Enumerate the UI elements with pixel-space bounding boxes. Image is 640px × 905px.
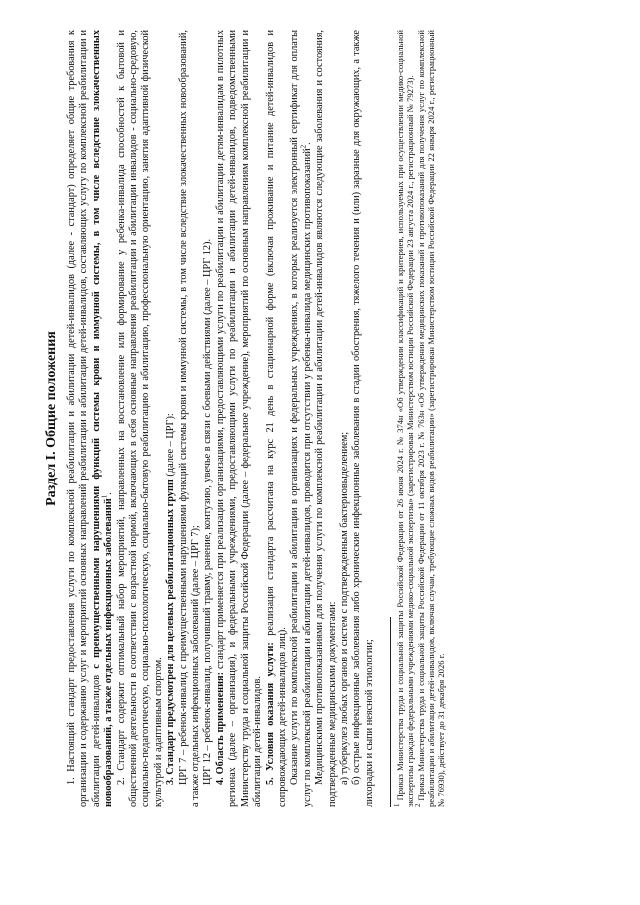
paragraph-text: Настоящий стандарт предоставления услуги по комплексной реабилитации и абилитации детей-инвалидов (далее - стандарт) определяет общие требования к организации и содержанию услуг и мероприятий основных направлений реабилитации и абилитации детей-инвалидов, составляющих услугу по комплексной реабилитации и абилитации детей-инвалидов [66, 30, 102, 807]
paragraph-3-item-crg12: ЦРГ 12 – ребенок-инвалид, получивший травму, ранение, контузию, увечье в связи с боевыми действиями (далее – ЦРГ 12). [202, 238, 214, 785]
paragraph-text: стандарт применяется при реализации организациями, предоставляющими услуги по реабилитации и абилитации детям-инвалидам в пилотных регионах (далее – организация), и федеральными учреждениями, предоставляющими услуги по реабилитации и абилитации детей-инвалидов, подведомственными Министерству труда и социальной защиты Российской Федерации (далее – федеральное учреждение), мероприятий по основным направлениям комплексной реабилитации и абилитации детей-инвалидов. [214, 30, 264, 807]
footnote-ref-1[interactable]: 1 [100, 494, 109, 499]
footnote-mark: 1 [393, 803, 402, 807]
paragraph-7: Медицинскими противопоказаниями для получения услуги по комплексной реабилитации и абилитации детей-инвалидов являются следующие заболевания и состояния, подтвержденные медицинскими документами: [314, 30, 338, 807]
paragraph-number: 5. [264, 777, 276, 785]
paragraph-number: 3. [165, 777, 177, 785]
paragraph-bold-text: Стандарт предусмотрен для целевых реабилитационных групп [165, 479, 177, 775]
paragraph-number: 2. [115, 777, 127, 785]
paragraph-3 [165, 30, 177, 807]
paragraph-bold-text: с преимущественными нарушениями функций системы крови и иммунной системы, в том числе вследствие злокачественных новообразований, а также отдельных инфекционных заболеваний [90, 30, 115, 807]
footnote-2 [413, 29, 447, 807]
paragraph-bold-text: Область применения: [214, 671, 226, 775]
paragraph-2 [116, 30, 166, 807]
paragraph-text: (далее – ЦРГ): [165, 413, 177, 480]
footnote-text: Приказ Министерства труда и социальной защиты Российской Федерации от 11 октября 2023 г. № 763н «Об утверждении медицинских показаний и противопоказаний для получения услуг по комплексной реабилитации и абилитации детей-инвалидов, включая случаи, требующие сложных видов реабилитации» (зарегистрирован Министерством юстиции Российской Федерации 22 января 2024 г., регистрационный № 76930), действует до 31 декабря 2026 г. [415, 29, 446, 807]
paragraph-number: 4. [214, 777, 226, 785]
paragraph-4 [215, 30, 265, 807]
paragraph-1 [66, 30, 116, 807]
paragraph-text: Стандарт содержит оптимальный набор мероприятий, направленных на восстановление или формирование у ребенка-инвалида способностей к бытовой и общественной деятельности в соответствии с возрастной нормой, включающих в себя основные направления реабилитации и абилитации инвалидов - социально-средовую, социально-педагогическую, социально-психологическую, социально-бытовую реабилитацию и абилитацию, профессиональную ориентацию, занятия адаптивной физической культурой и адаптивным спортом. [115, 30, 164, 807]
paragraph-text: реализация стандарта рассчитана на курс 21 день в стационарной форме (включая проживание и питание детей-инвалидов и сопровождающих детей-инвалидов лиц). [264, 29, 288, 807]
paragraph-7-item-a: а) туберкулез любых органов и систем с подтвержденным бактериовыделением; [338, 431, 350, 785]
paragraph-6 [289, 30, 314, 807]
paragraph-5 [265, 30, 290, 807]
paragraph-end: . [103, 492, 115, 495]
paragraph-text: Оказание услуги по комплексной реабилитации и абилитации в организациях и федеральных учреждениях, в которых реализуется электронный сертификат для оплаты услуг по комплексной реабилитации и абилитации детей-инвалидов, проводится при отсутствии у ребенка-инвалида медицинских противопоказаний [289, 30, 313, 807]
paragraph-7-item-b: б) острые инфекционные заболевания либо хронические инфекционные заболевания в стадии обострения, тяжелого течения и (или) заразные для окружающих, а также лихорадки и сыпи неясной этиологии; [351, 30, 375, 807]
footnote-mark: 2 [413, 803, 422, 807]
paragraph-3-item-crg7: ЦРГ 7 – ребенок-инвалид с преимущественными нарушениями функций системы крови и иммунной системы, в том числе вследствие злокачественных новообразований, а также отдельных инфекционных заболеваний (далее – ЦРГ 7); [177, 30, 202, 807]
footnote-text: Приказ Министерства труда и социальной защиты Российской Федерации от 26 июня 2024 г. № 374н «Об утверждении классификаций и критериев, используемых при осуществлении медико-социальной экспертизы граждан федеральными учреждениями медико-социальной экспертизы» (зарегистрирован Министерством юстиции Российской Федерации 23 августа 2024 г., регистрационный № 79273). [395, 30, 416, 807]
paragraph-number: 1. [66, 777, 77, 785]
footnote-divider [390, 617, 391, 807]
paragraph-bold-text: Условия оказания услуги: [264, 642, 276, 771]
footnote-ref-2[interactable]: 2 [299, 144, 308, 149]
paragraph-end: . [301, 142, 313, 145]
footnote-1 [395, 30, 415, 807]
section-title: Раздел I. Общие положения [44, 331, 59, 506]
